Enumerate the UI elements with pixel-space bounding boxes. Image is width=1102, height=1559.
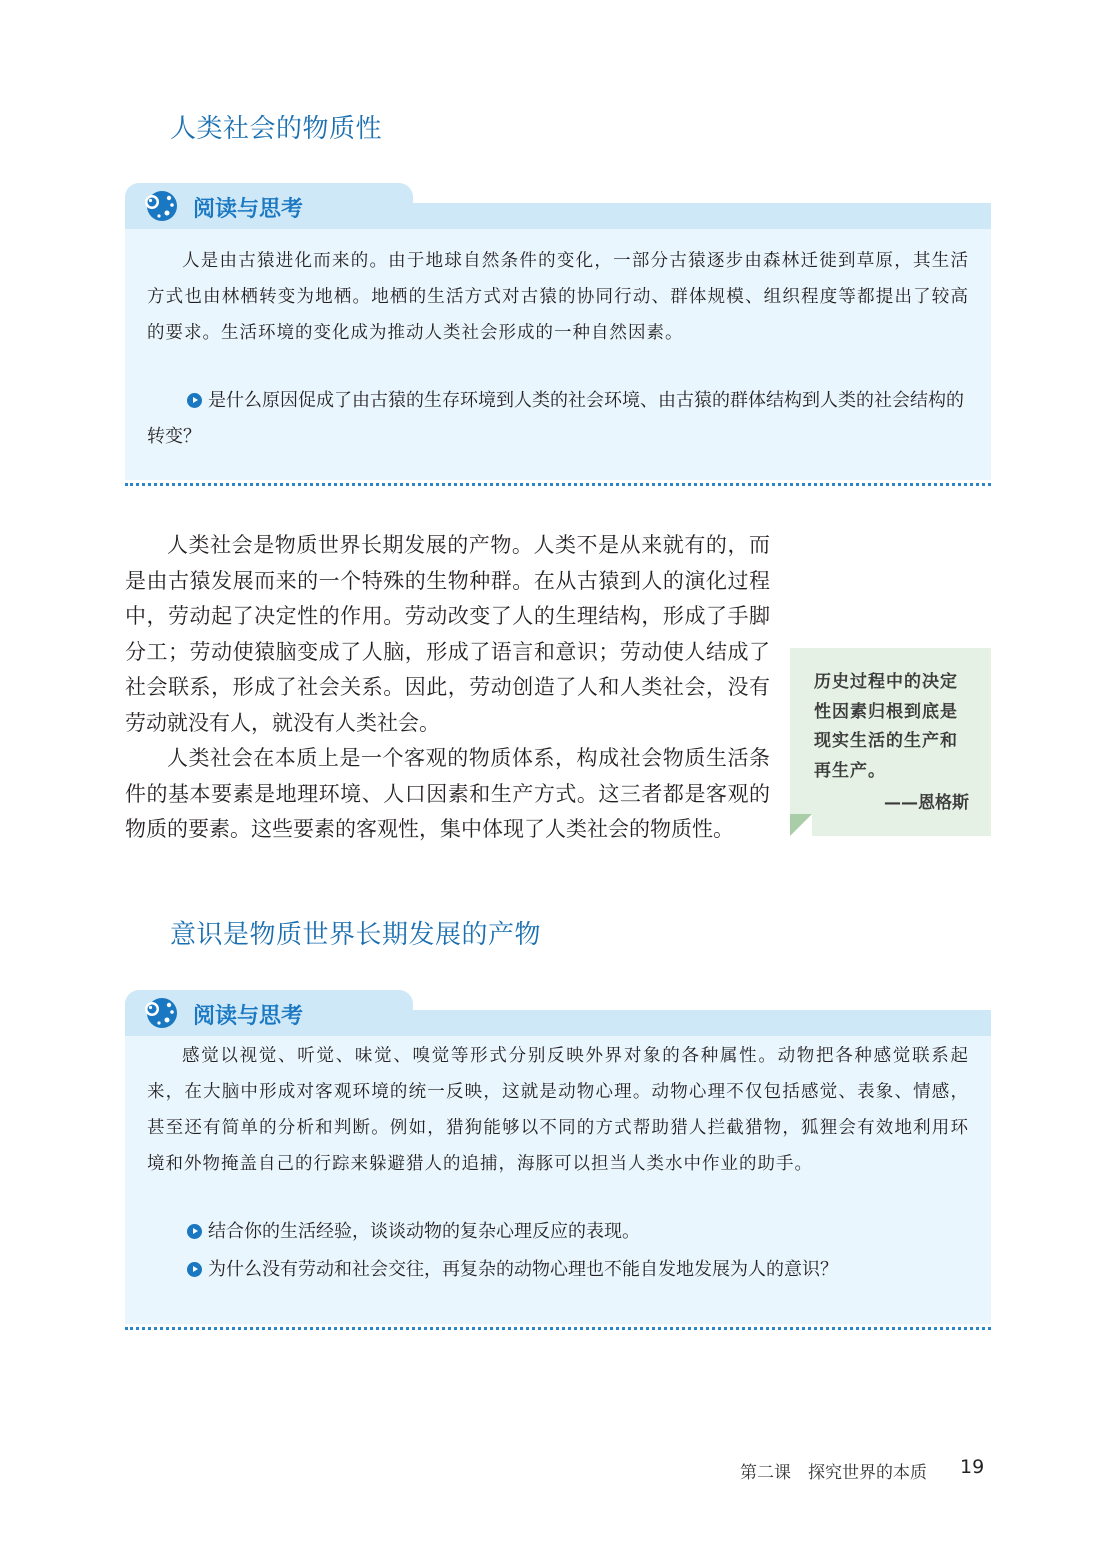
reading-icon (143, 189, 179, 223)
box-reading-text: 感觉以视觉、听觉、味觉、嗅觉等形式分别反映外界对象的各种属性。动物把各种感觉联系起来，在大脑中形成对客观环境的统一反映，这就是动物心理。动物心理不仅包括感觉、表象、情感，甚至还有简单的分析和判断。例如，猎狗能够以不同的方式帮助猎人拦截猎物，狐狸会有效地利用环境和外物掩盖自己的行踪来躲避猎人的追捕，海豚可以担当人类水中作业的助手。 (147, 1046, 969, 1174)
quote-box (790, 648, 991, 836)
box-reading-text: 人是由古猿进化而来的。由于地球自然条件的变化，一部分古猿逐步由森林迁徙到草原，其生活方式也由林栖转变为地栖。地栖的生活方式对古猿的协同行动、群体规模、组织程度等都提出了较高的要求。生活环境的变化成为推动人类社会形成的一种自然因素。 (147, 251, 969, 343)
page-number: 19 (960, 1456, 985, 1478)
dotted-divider (125, 1327, 991, 1330)
arrow-bullet-icon (187, 393, 202, 408)
quote-text: 历史过程中的决定性因素归根到底是现实生活的生产和再生产。 (814, 672, 958, 781)
dotted-divider (125, 483, 991, 486)
paragraph: 人类社会是物质世界长期发展的产物。人类不是从来就有的，而是由古猿发展而来的一个特殊的生物种群。在从古猿到人的演化过程中，劳动起了决定性的作用。劳动改变了人的生理结构，形成了手脚分工；劳动使猿脑变成了人脑，形成了语言和意识；劳动使人结成了社会联系，形成了社会关系。因此，劳动创造了人和人类社会，没有劳动就没有人，就没有人类社会。 (125, 533, 770, 735)
paragraph: 人类社会在本质上是一个客观的物质体系，构成社会物质生活条件的基本要素是地理环境、人口因素和生产方式。这三者都是客观的物质的要素。这些要素的客观性，集中体现了人类社会的物质性。 (125, 746, 770, 841)
box-body (125, 229, 991, 480)
main-text-section-1 (125, 528, 770, 848)
box-body (125, 1036, 991, 1324)
question-text: 结合你的生活经验，谈谈动物的复杂心理反应的表现。 (208, 1221, 640, 1242)
footer-chapter-title: 第二课 探究世界的本质 (740, 1463, 927, 1483)
quote-author: ——恩格斯 (884, 793, 969, 813)
question-text: 是什么原因促成了由古猿的生存环境到人类的社会环境、由古猿的群体结构到人类的社会结构的转变？ (147, 390, 964, 447)
question-text: 为什么没有劳动和社会交往，再复杂的动物心理也不能自发地发展为人的意识？ (208, 1259, 838, 1280)
question-item (147, 1214, 969, 1250)
arrow-bullet-icon (187, 1224, 202, 1239)
question-item (147, 1252, 969, 1288)
question-item (147, 383, 969, 455)
box-title: 阅读与思考 (193, 197, 304, 222)
section-title-material-society: 人类社会的物质性 (170, 114, 383, 144)
section-title-consciousness: 意识是物质世界长期发展的产物 (170, 920, 542, 950)
reading-box-2 (125, 990, 991, 1330)
reading-box-1 (125, 183, 991, 486)
arrow-bullet-icon (187, 1262, 202, 1277)
page-fold-shadow (790, 814, 812, 836)
box-title: 阅读与思考 (193, 1004, 304, 1029)
reading-icon (143, 996, 179, 1030)
